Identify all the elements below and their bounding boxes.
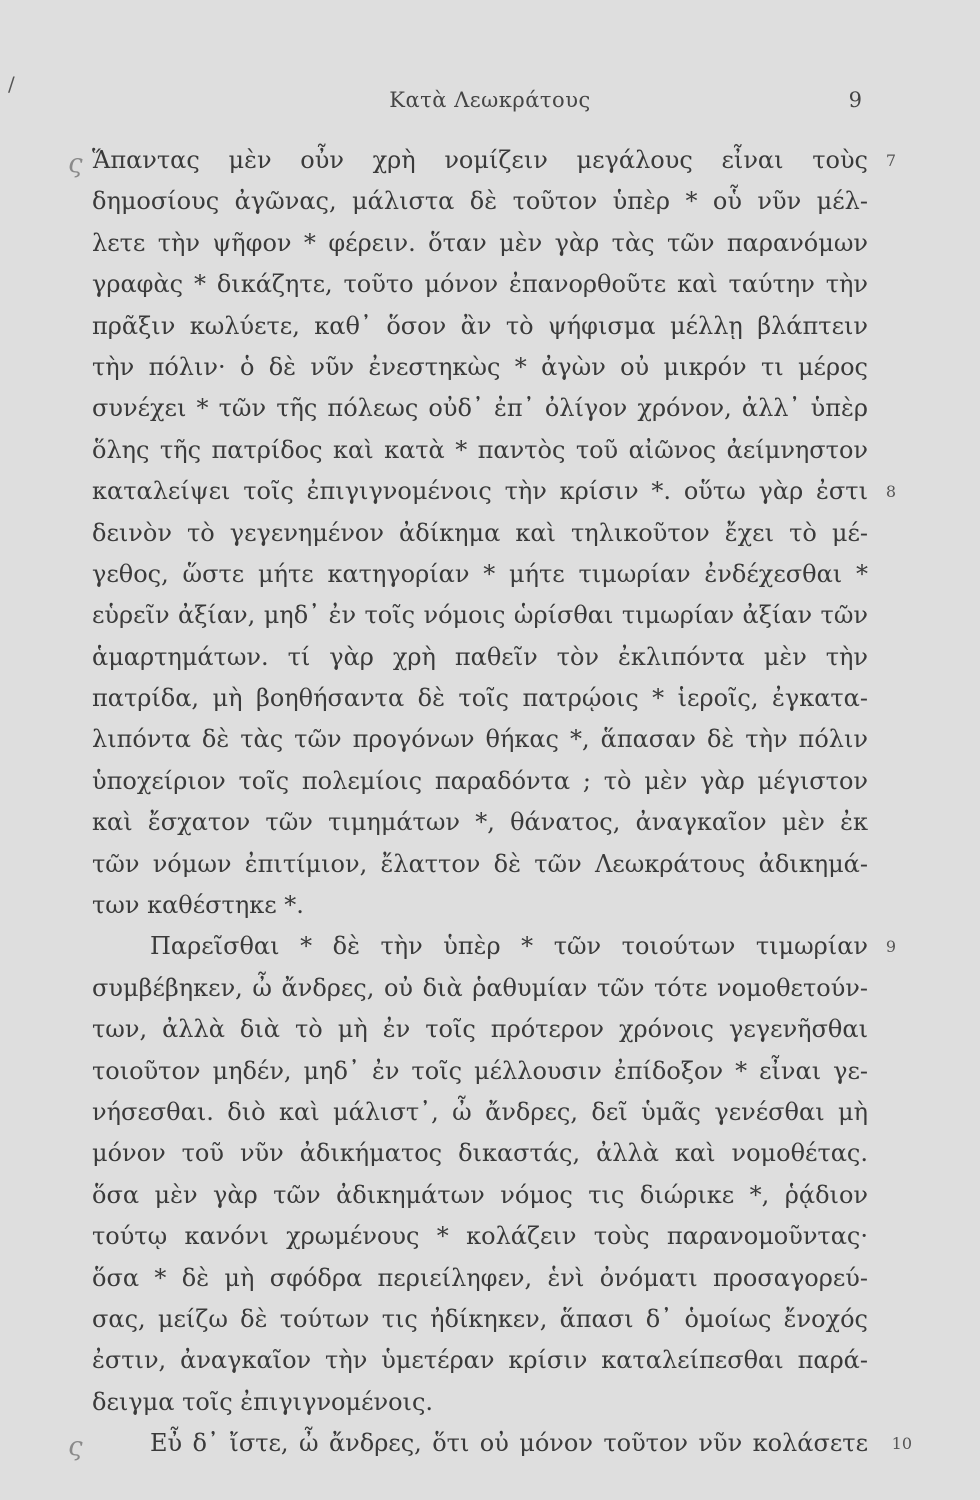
line-text: Εὖ δ᾽ ἴστε, ὦ ἄνδρες, ὅτι οὐ μόνον τοῦτον νῦν κολάσετε bbox=[150, 1429, 868, 1458]
line-text: Παρεῖσθαι * δὲ τὴν ὑπὲρ * τῶν τοιούτων τιμωρίαν bbox=[150, 932, 868, 961]
line-text: των, ἀλλὰ διὰ τὸ μὴ ἐν τοῖς πρότερον χρόνοις γεγενῆσθαι bbox=[92, 1015, 868, 1044]
line-text: λιπόντα δὲ τὰς τῶν προγόνων θήκας *, ἅπασαν δὲ τὴν πόλιν bbox=[92, 725, 868, 754]
line-text: ὑποχείριον τοῖς πολεμίοις παραδόντα ; τὸ μὲν γὰρ μέγιστον bbox=[92, 766, 868, 795]
section-number: 7 bbox=[885, 151, 896, 170]
line-text: γραφὰς * δικάζητε, τοῦτο μόνον ἐπανορθοῦτε καὶ ταύτην τὴν bbox=[92, 270, 868, 299]
text-line bbox=[92, 1133, 868, 1174]
line-text: εὑρεῖν ἀξίαν, μηδ᾽ ἐν τοῖς νόμοις ὡρίσθαι τιμωρίαν ἀξίαν τῶν bbox=[92, 601, 868, 630]
line-text: ὅσα * δὲ μὴ σφόδρα περιείληφεν, ἑνὶ ὀνόματι προσαγορεύ- bbox=[92, 1263, 868, 1292]
line-text: νήσεσθαι. διὸ καὶ μάλιστ᾽, ὦ ἄνδρες, δεῖ ὑμᾶς γενέσθαι μὴ bbox=[92, 1097, 868, 1126]
line-text: συνέχει * τῶν τῆς πόλεως οὐδ᾽ ἐπ᾽ ὀλίγον χρόνον, ἀλλ᾽ ὑπὲρ bbox=[92, 394, 868, 423]
line-text: των καθέστηκε *. bbox=[92, 891, 304, 920]
line-text: δημοσίους ἀγῶνας, μάλιστα δὲ τοῦτον ὑπὲρ * οὗ νῦν μέλ- bbox=[92, 187, 868, 216]
line-text: τοιοῦτον μηδέν, μηδ᾽ ἐν τοῖς μέλλουσιν ἐπίδοξον * εἶναι γε- bbox=[92, 1056, 868, 1085]
stray-pencil-mark: / bbox=[8, 72, 15, 96]
text-line bbox=[92, 264, 868, 305]
text-line bbox=[92, 554, 868, 595]
text-line bbox=[92, 1009, 868, 1050]
text-line bbox=[92, 678, 868, 719]
section-number: 9 bbox=[885, 937, 896, 957]
line-text: ἁμαρτημάτων. τί γὰρ χρὴ παθεῖν τὸν ἐκλιπόντα μὲν τὴν bbox=[92, 642, 868, 671]
line-text: συμβέβηκεν, ὦ ἄνδρες, οὐ διὰ ῥαθυμίαν τῶν τότε νομοθετούν- bbox=[92, 973, 868, 1002]
page-number: 9 bbox=[848, 88, 862, 112]
line-text: ὅλης τῆς πατρίδος καὶ κατὰ * παντὸς τοῦ αἰῶνος ἀείμνηστον bbox=[92, 435, 868, 464]
line-text: τούτῳ κανόνι χρωμένους * κολάζειν τοὺς παρανομοῦντας· bbox=[92, 1222, 868, 1251]
line-text: Ἅπαντας μὲν οὖν χρὴ νομίζειν μεγάλους εἶναι τοὺς bbox=[92, 146, 868, 174]
text-line bbox=[92, 595, 868, 636]
text-line bbox=[92, 844, 868, 885]
text-line bbox=[92, 1340, 868, 1381]
line-text: τῶν νόμων ἐπιτίμιον, ἔλαττον δὲ τῶν Λεωκράτους ἀδικημά- bbox=[92, 849, 868, 878]
text-line bbox=[92, 926, 896, 967]
text-line bbox=[92, 430, 868, 471]
body-text bbox=[68, 140, 912, 1465]
section-number: 10 bbox=[891, 1434, 912, 1454]
text-line bbox=[92, 388, 868, 429]
text-line bbox=[92, 347, 868, 388]
line-text: πατρίδα, μὴ βοηθήσαντα δὲ τοῖς πατρῴοις * ἱεροῖς, ἐγκατα- bbox=[92, 684, 868, 713]
line-text: πρᾶξιν κωλύετε, καθ᾽ ὅσον ἂν τὸ ψήφισμα μέλλῃ βλάπτειν bbox=[92, 311, 868, 340]
text-line bbox=[92, 1092, 868, 1133]
running-title: Κατὰ Λεωκράτους bbox=[389, 88, 591, 112]
text-line bbox=[92, 885, 868, 926]
text-line bbox=[92, 306, 868, 347]
text-line bbox=[92, 637, 868, 678]
text-line bbox=[92, 1216, 868, 1257]
text-line bbox=[92, 1051, 868, 1092]
line-text: καὶ ἔσχατον τῶν τιμημάτων *, θάνατος, ἀναγκαῖον μὲν ἐκ bbox=[92, 808, 868, 837]
text-line bbox=[92, 719, 868, 760]
text-line bbox=[92, 223, 868, 264]
text-line bbox=[68, 1423, 912, 1464]
margin-annotation-mark: ς bbox=[68, 1432, 83, 1463]
line-text: μόνον τοῦ νῦν ἀδικήματος δικαστάς, ἀλλὰ καὶ νομοθέτας. bbox=[92, 1139, 868, 1168]
line-text: γεθος, ὥστε μήτε κατηγορίαν * μήτε τιμωρίαν ἐνδέχεσθαι * bbox=[92, 559, 868, 588]
text-line bbox=[92, 1258, 868, 1299]
line-text: τὴν πόλιν· ὁ δὲ νῦν ἐνεστηκὼς * ἀγὼν οὐ μικρόν τι μέρος bbox=[92, 352, 868, 381]
text-line bbox=[68, 140, 896, 181]
line-text: καταλείψει τοῖς ἐπιγιγνομένοις τὴν κρίσιν *. οὕτω γὰρ ἐστι bbox=[92, 477, 868, 506]
text-line bbox=[92, 802, 868, 843]
text-line bbox=[92, 1299, 868, 1340]
text-line bbox=[92, 761, 868, 802]
text-line bbox=[92, 1382, 868, 1423]
text-line bbox=[92, 1175, 868, 1216]
section-number: 8 bbox=[885, 482, 896, 502]
text-line bbox=[92, 181, 868, 222]
text-line bbox=[92, 471, 896, 512]
line-text: ὅσα μὲν γὰρ τῶν ἀδικημάτων νόμος τις διώρικε *, ῥᾴδιον bbox=[92, 1180, 868, 1209]
text-line bbox=[92, 513, 868, 554]
line-text: ἐστιν, ἀναγκαῖον τὴν ὑμετέραν κρίσιν καταλείπεσθαι παρά- bbox=[92, 1346, 868, 1375]
line-text: δειγμα τοῖς ἐπιγιγνομένοις. bbox=[92, 1387, 434, 1416]
line-text: σας, μείζω δὲ τούτων τις ἠδίκηκεν, ἅπασι δ᾽ ὁμοίως ἔνοχός bbox=[92, 1304, 868, 1333]
page-header bbox=[0, 88, 980, 118]
line-text: λετε τὴν ψῆφον * φέρειν. ὅταν μὲν γὰρ τὰς τῶν παρανόμων bbox=[92, 228, 868, 257]
text-line bbox=[92, 968, 868, 1009]
margin-annotation-mark: ς bbox=[68, 149, 83, 179]
line-text: δεινὸν τὸ γεγενημένον ἀδίκημα καὶ τηλικοῦτον ἔχει τὸ μέ- bbox=[92, 518, 868, 547]
